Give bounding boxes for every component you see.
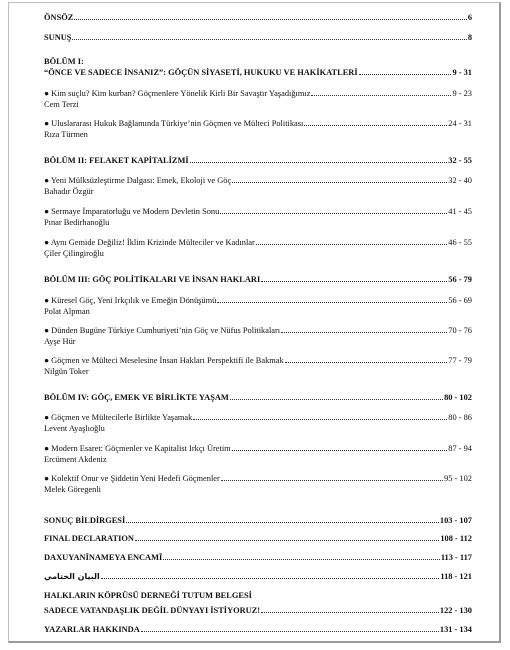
dot-leader <box>101 572 440 579</box>
toc-item-author: Melek Göregenli <box>44 485 101 494</box>
toc-item[interactable] <box>44 413 472 423</box>
toc-item-title: ● Yeni Mülksüzleştirme Dalgası: Emek, Ekoloji ve Göç <box>44 176 232 185</box>
toc-pages: 80 - 102 <box>444 393 472 402</box>
toc-item-title: ● Kolektif Onur ve Şiddetin Yeni Hedefi Göçmenler <box>44 474 220 483</box>
toc-section-bolum4[interactable] <box>44 393 472 403</box>
dot-leader <box>359 68 452 75</box>
toc-item-title: ● Uluslararası Hukuk Bağlamında Türkiye’nin Göçmen ve Mülteci Politikası <box>44 119 304 128</box>
toc-pages: 77 - 79 <box>448 356 472 365</box>
toc-section-bolum3[interactable] <box>44 275 472 285</box>
toc-pages: 9 - 23 <box>452 89 472 98</box>
toc-pages: 80 - 86 <box>448 413 472 422</box>
toc-item-author: Polat Alpman <box>44 307 90 316</box>
dot-leader <box>232 444 448 451</box>
section-label-bolum1: BÖLÜM I: <box>44 57 84 66</box>
toc-pages: 122 - 130 <box>439 606 472 615</box>
dot-leader <box>285 356 448 363</box>
toc-section-bolum1[interactable] <box>44 68 472 78</box>
toc-item[interactable] <box>44 296 472 306</box>
toc-entry-arabic[interactable] <box>44 572 472 582</box>
toc-item-title: ● Göçmen ve Mülteci Meselesine İnsan Hakları Perspektifi ile Bakmak <box>44 356 284 365</box>
toc-item-author: Levent Ayaşlıoğlu <box>44 424 105 433</box>
toc-entry-belge[interactable] <box>44 606 472 616</box>
toc-pages: 41 - 45 <box>448 207 472 216</box>
toc-title: ÖNSÖZ <box>44 13 74 22</box>
dot-leader <box>304 119 447 126</box>
toc-pages: 46 - 55 <box>448 238 472 247</box>
dot-leader <box>261 606 439 613</box>
toc-pages: 113 - 117 <box>440 553 472 562</box>
toc-title: “ÖNCE VE SADECE İNSANIZ”: GÖÇÜN SİYASETİ, HUKUKU VE HAKİKATLERİ <box>44 68 358 77</box>
toc-pages: 32 - 40 <box>448 176 472 185</box>
toc-item[interactable] <box>44 356 472 366</box>
toc-title: YAZARLAR HAKKINDA <box>44 625 140 634</box>
toc-item-author: Rıza Türmen <box>44 130 88 139</box>
dot-leader <box>221 474 443 481</box>
dot-leader <box>190 156 448 163</box>
toc-item-title: ● Dünden Bugüne Türkiye Cumhuriyeti’nin Göç ve Nüfus Politikaları <box>44 326 281 335</box>
dot-leader <box>74 13 466 20</box>
toc-item[interactable] <box>44 474 472 484</box>
toc-item-title: ● Aynı Gemide Değiliz! İklim Krizinde Mülteciler ve Kadınlar <box>44 238 255 247</box>
toc-title: البيان الختامي <box>44 572 100 581</box>
toc-pages: 70 - 76 <box>448 326 472 335</box>
toc-item-author: Ayşe Hür <box>44 337 76 346</box>
dot-leader <box>311 89 451 96</box>
toc-item[interactable] <box>44 89 472 99</box>
toc-title: DAXUYANÎNAMEYA ENCAMÎ <box>44 553 163 562</box>
dot-leader <box>217 296 447 303</box>
dot-leader <box>193 413 447 420</box>
toc-item[interactable] <box>44 119 472 129</box>
dot-leader <box>256 238 447 245</box>
toc-pages: 32 - 55 <box>448 156 472 165</box>
toc-entry-onsoz[interactable] <box>44 13 472 23</box>
toc-pages: 87 - 94 <box>448 444 472 453</box>
toc-item-author: Bahadır Özgür <box>44 187 94 196</box>
toc-item[interactable] <box>44 326 472 336</box>
toc-item[interactable] <box>44 238 472 248</box>
toc-item-author: Pınar Bedirhanoğlu <box>44 218 110 227</box>
toc-pages: 6 <box>467 13 472 22</box>
toc-pages: 118 - 121 <box>440 572 472 581</box>
toc-entry-yazarlar[interactable] <box>44 625 472 635</box>
dot-leader <box>232 176 447 183</box>
dot-leader <box>126 516 439 523</box>
toc-section-bolum2[interactable] <box>44 156 472 166</box>
toc-title: BÖLÜM III: GÖÇ POLİTİKALARI VE İNSAN HAKLARI <box>44 275 261 284</box>
toc-title: BÖLÜM IV: GÖÇ, EMEK VE BİRLİKTE YAŞAM <box>44 393 229 402</box>
toc-item[interactable] <box>44 207 472 217</box>
toc-entry-belge-pretitle: HALKLARIN KÖPRÜSÜ DERNEĞİ TUTUM BELGESİ <box>44 591 252 600</box>
toc-pages: 131 - 134 <box>439 625 472 634</box>
toc-item[interactable] <box>44 444 472 454</box>
toc-pages: 56 - 69 <box>448 296 472 305</box>
toc-item[interactable] <box>44 176 472 186</box>
toc-item-author: Nilgün Toker <box>44 367 89 376</box>
toc-item-author: Cem Terzi <box>44 100 79 109</box>
toc-pages: 9 - 31 <box>452 68 472 77</box>
toc-pages: 24 - 31 <box>448 119 472 128</box>
dot-leader <box>220 207 447 214</box>
toc-title: BÖLÜM II: FELAKET KAPİTALİZMİ <box>44 156 189 165</box>
toc-entry-final[interactable] <box>44 534 472 544</box>
toc-title: SUNUŞ <box>44 33 72 42</box>
dot-leader <box>261 275 447 282</box>
toc-pages: 108 - 112 <box>440 534 472 543</box>
toc-entry-sonuc[interactable] <box>44 516 472 526</box>
toc-pages: 8 <box>467 33 472 42</box>
toc-item-title: ● Göçmen ve Mültecilerle Birlikte Yaşamak <box>44 413 193 422</box>
dot-leader <box>72 33 466 40</box>
toc-entry-sunus[interactable] <box>44 33 472 43</box>
toc-pages: 56 - 79 <box>448 275 472 284</box>
dot-leader <box>230 393 443 400</box>
dot-leader <box>141 625 439 632</box>
toc-pages: 95 - 102 <box>444 474 472 483</box>
dot-leader <box>281 326 447 333</box>
toc-item-author: Ercüment Akdeniz <box>44 455 107 464</box>
dot-leader <box>135 534 439 541</box>
toc-title: SONUÇ BİLDİRGESİ <box>44 516 126 525</box>
toc-item-title: ● Kim suçlu? Kim kurban? Göçmenlere Yönelik Kirli Bir Savaştır Yaşadığımız <box>44 89 311 98</box>
toc-item-author: Çiler Çilingiroğlu <box>44 249 104 258</box>
toc-item-title: ● Küresel Göç, Yeni Irkçılık ve Emeğin Dönüşümü <box>44 296 217 305</box>
toc-item-title: ● Sermaye İmparatorluğu ve Modern Devletin Sonu <box>44 207 220 216</box>
toc-title: SADECE VATANDAŞLIK DEĞİL DÜNYAYI İSTİYORUZ! <box>44 606 261 615</box>
dot-leader <box>163 553 440 560</box>
toc-title: FINAL DECLARATION <box>44 534 134 543</box>
toc-entry-daxuyani[interactable] <box>44 553 472 563</box>
toc-pages: 103 - 107 <box>439 516 472 525</box>
toc-item-title: ● Modern Esaret: Göçmenler ve Kapitalist Irkçı Üretim <box>44 444 231 453</box>
